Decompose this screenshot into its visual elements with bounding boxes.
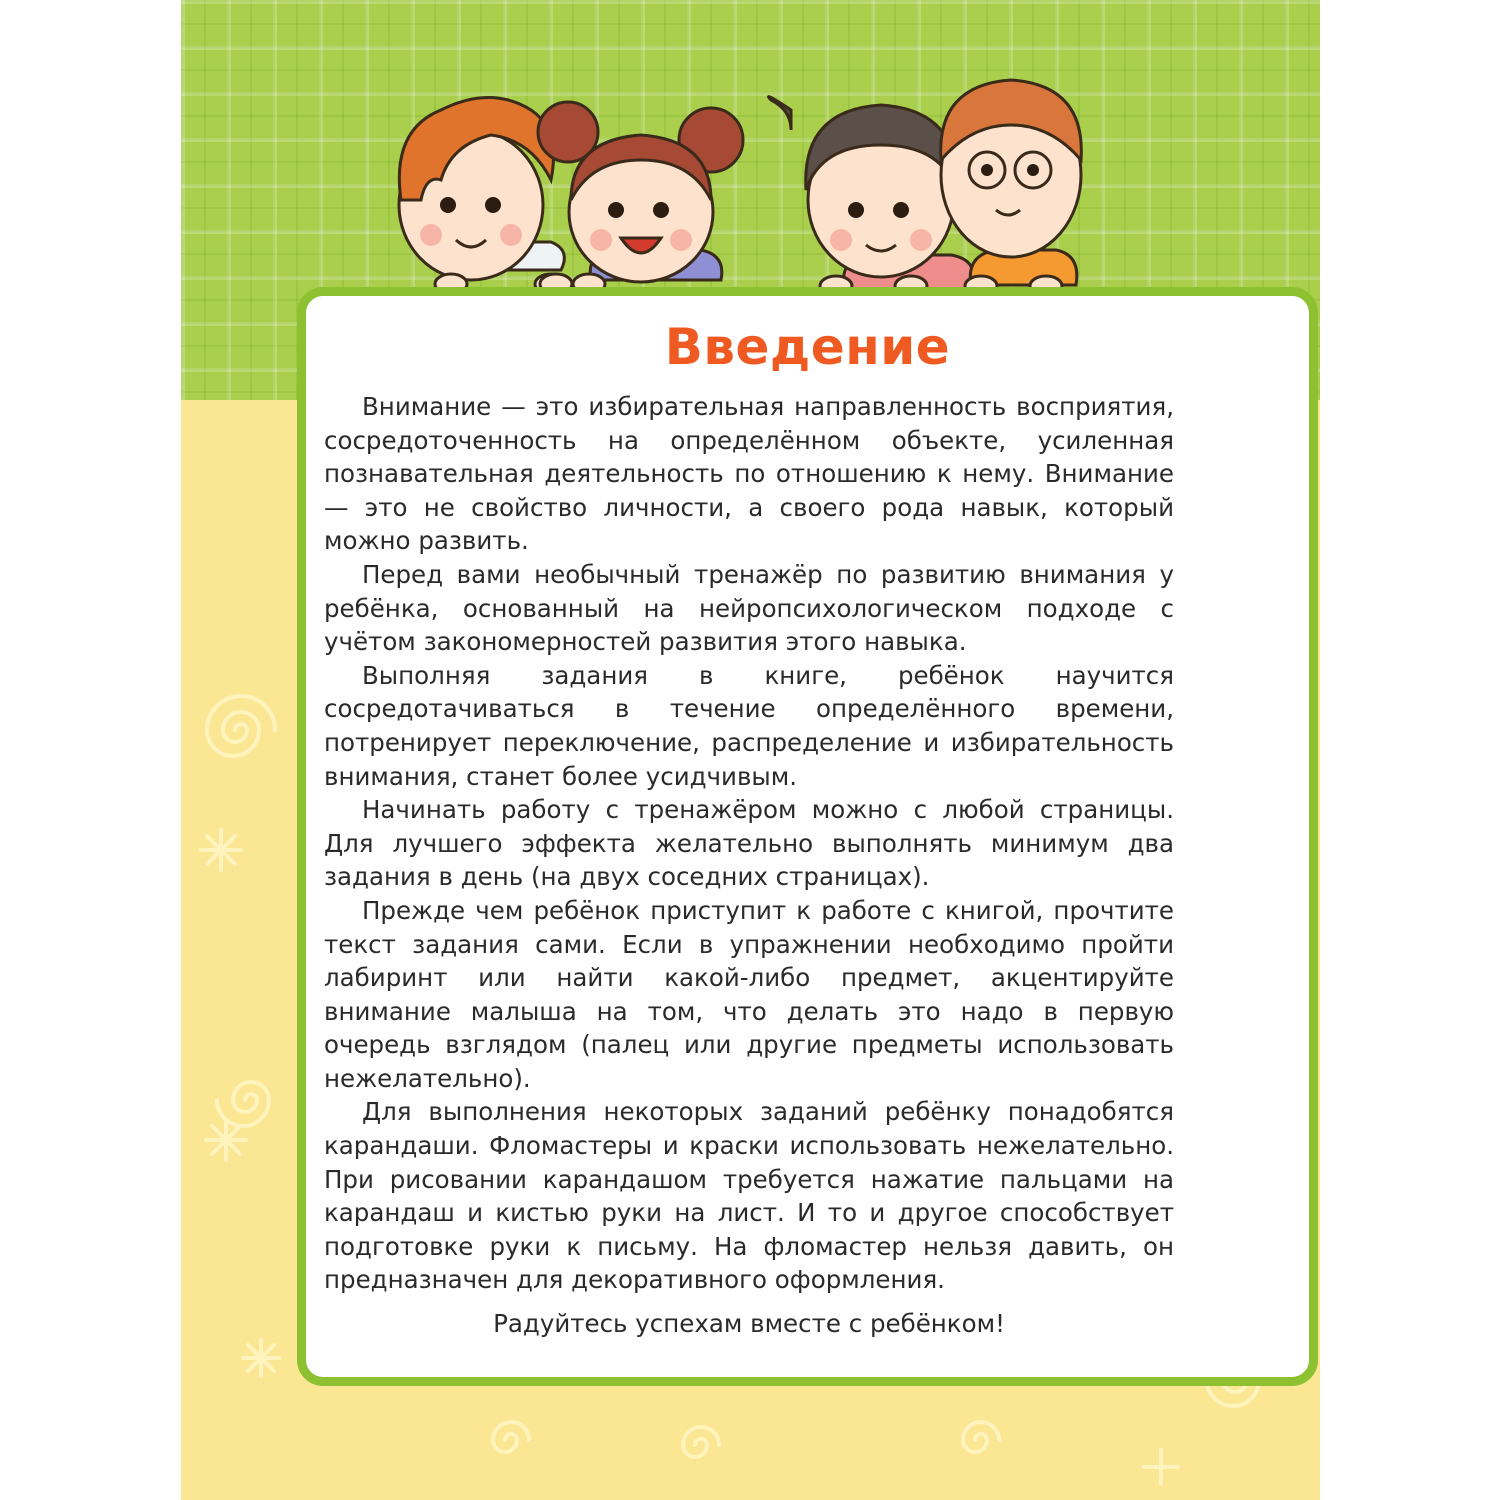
girl-pigtails-icon [538, 102, 743, 294]
closing-line: Радуйтесь успехам вместе с ребёнком! [493, 1309, 1005, 1339]
children-illustration [181, 0, 1320, 310]
paragraph: Выполняя задания в книге, ребёнок научится сосредотачиваться в течение определённого времени, потренирует переключение, распределение и избирательность внимания, станет более усидчивым. [324, 660, 1174, 791]
page-title: Введение [664, 318, 951, 376]
book-page [181, 0, 1320, 1500]
paragraph: Для выполнения некоторых заданий ребёнку понадобятся карандаши. Фломастеры и краски использовать нежелательно. При рисовании карандашом требуется нажатие пальцами на карандаш и кистью руки на лист. И то и другое способствует подготовке руки к письму. На фломастер нельзя давить, он предназначен для декоративного оформления. [324, 1097, 1174, 1295]
paragraph: Внимание — это избирательная направленность восприятия, сосредоточенность на определённом объекте, усиленная познавательная деятельность по отношению к нему. Внимание — это не свойство личности, а своего рода навык, который можно развить. [324, 392, 1174, 556]
paragraph: Прежде чем ребёнок приступит к работе с книгой, прочтите текст задания сами. Если в упражнении необходимо пройти лабиринт или найти какой-либо предмет, акцентируйте внимание малыша на том, что делать это надо в первую очередь взглядом (палец или другие предметы использовать нежелательно). [324, 895, 1174, 1093]
paragraph: Начинать работу с тренажёром можно с любой страницы. Для лучшего эффекта желательно выполнять минимум два задания в день (на двух соседних страницах). [324, 795, 1174, 892]
paragraph: Перед вами необычный тренажёр по развитию внимания у ребёнка, основанный на нейропсихологическом подходе с учётом закономерностей развития этого навыка. [324, 559, 1174, 657]
intro-text [324, 390, 1174, 1341]
intro-card [297, 287, 1318, 1386]
